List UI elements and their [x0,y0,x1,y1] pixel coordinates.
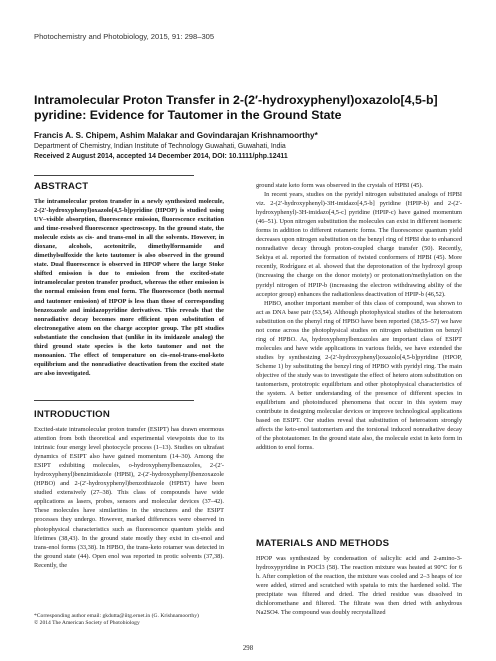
abstract-text: The intramolecular proton transfer in a newly synthesized molecule, 2-(2′-hydroxyphenyl)oxazolo[4,5-b]pyridine (HPOP) is studied using UV–visible absorption, fluorescence emission, fluorescence excitation and time-resolved fluorescence spectroscopy. In the ground state, the molecule exists as cis- and trans-enol in all the solvents. However, in dioxane, alcohols, acetonitrile, dimethylformamide and dimethylsulfoxide the keto tautomer is also observed in the ground state. Dual fluorescence is observed in HPOP where the large Stoke shifted emission is due to emission from the excited-state intramolecular proton transfer product, whereas the other emission is the normal emission from enol form. The fluorescence (both normal and tautomer emission) of HPOP is less than those of corresponding benzoxazole and imidazopyridine derivatives. This reveals that the nonradiative decay becomes more efficient upon substitution of electronegative atom on the charge acceptor group. The pH studies substantiate the conclusion that (unlike in its imidazole analog) the third ground state species is the keto tautomer and not the monoanion. The effect of temperature on cis-enol-trans-enol-keto equilibrium and the nonradiative deactivation from the excited state are also investigated. [34,198,224,377]
methods-heading: MATERIALS AND METHODS [256,538,390,549]
methods-body [256,554,462,617]
page-number: 298 [242,645,254,652]
article-title: Intramolecular Proton Transfer in 2-(2′-hydroxyphenyl)oxazolo[4,5-b] pyridine: Evidence for Tautomer in the Ground State [34,93,438,122]
footnote [34,613,199,628]
corresponding-author: *Corresponding author email: gkdutta@iitg.ernet.in (G. Krishnamoorthy) [34,613,199,619]
abstract-top-rule [34,175,194,176]
paragraph: HPBO, another important member of this class of compound, was shown to act as DNA base pair (53,54). Although photophysical studies of the heteroatom substitution on the phenyl ring of HPBO have been reported (38,55–57) we have not come across the photophysical studies on nitrogen substitution on benzyl ring of HPBO. As, hydroxyphenylbenzazoles are important class of ESIPT molecules and have wide applications in various fields, we have extended the studies by synthesizing 2-(2′-hydroxyphenyl)oxazolo[4,5-b]pyridine (HPOP, Scheme 1) by substituting the benzyl ring of HPBO with pyridyl ring. The main objective of the study was to investigate the effect of hetero atom substitution on tautomerism, prototropic equilibrium and other photophysical characteristics of the system. A better understanding of the presence of different species in equilibrium and photoinduced phenomena that occur in this system may contribute in designing molecular devices or improve technological applications based on ESIPT. Our studies reveal that substitution of heteroatom strongly affects the keto-enol tautomerism and the torsional induced nonradiative decay of the phototautomer. In the ground state also, the molecule exist in keto form in addition to enol forms. [256,299,462,452]
copyright: © 2014 The American Society of Photobiology [34,620,140,627]
paragraph: ground state keto form was observed in the crystals of HPBI (45). [256,182,424,189]
received-line: Received 2 August 2014, accepted 14 December 2014, DOI: 10.1111/php.12411 [34,153,288,160]
paragraph: In recent years, studies on the pyridyl nitrogen substituted analogs of HPBI viz. 2-(2′-hydroxyphenyl)-3H-imidazo[4,5-b] pyridine (HPIP-b) and 2-(2′-hydroxyphenyl)-3H-imidazo[4,5-c] pyridine (HPIP-c) have gained momentum (46–51). Upon nitrogen substitution the molecules can exist in different isomeric forms in addition to different rotameric forms. The fluorescence quantum yield decreases upon nitrogen substitution on the benzyl ring of HPBI due to enhanced nonradiative decay through proton-coupled charge transfer (50). Recently, Sekiya et al. reported the formation of twisted conformers of HPBI (45). More recently, Rodríguez et al. showed that the deprotonation of the hydroxyl group (increasing the charge on the donor moiety) or protonation/methylation on the pyridyl nitrogen of HPIP-b (increasing the electron withdrawing ability of the acceptor group) enhances the radiationless deactivation of HPIP-b (46,52). [256,191,462,298]
affiliation: Department of Chemistry, Indian Institute of Technology Guwahati, Guwahati, India [34,143,286,150]
right-column [256,181,462,452]
author-list: Francis A. S. Chipem, Ashim Malakar and Govindarajan Krishnamoorthy* [34,131,318,140]
abstract-body [34,197,224,378]
abstract-heading: ABSTRACT [34,181,89,192]
methods-text: HPOP was synthesized by condensation of salicylic acid and 2-amino-3-hydroxypyridine in POCl3 (58). The reaction mixture was heated at 90°C for 6 h. After completion of the reaction, the mixture was cooled and 2–3 heaps of ice were added, stirred and scratched with spatula to mix the hardened solid. The precipitate was filtered and dried. The dried residue was dissolved in dichloromethane and filtered. The filtrate was then dried with anhydrous Na2SO4. The compound was doubly recrystallized [256,555,462,617]
introduction-body [34,425,224,570]
introduction-text: Excited-state intramolecular proton transfer (ESIPT) has drawn enormous attention from both theoretical and experimental viewpoints due to its intrinsic four energy level photocycle process (1–13). Studies on ultrafast dynamics of ESIPT also have gained momentum (14–30). Among the ESIPT exhibiting molecules, o-hydroxyphenylbenzazoles, 2-(2′-hydroxyphenyl)benzimidazole (HPBI), 2-(2′-hydroxyphenyl)benzoxazole (HPBO) and 2-(2′-hydroxyphenyl)benzothiazole (HPBT) have been studied extensively (27–38). This class of compounds have wide applications as lasers, probes, sensors and molecular devices (37–42). These molecules have similarities in the structures and the ESIPT processes they undergo. However, marked differences were observed in photophysical characteristics such as fluorescence quantum yields and lifetimes (38,43). In the ground state mostly they exist in cis-enol and trans-enol forms (33,38). In HPBO, the trans-keto rotamer was detected in the ground state (44). Open enol was reported in protic solvents (37,38). Recently, the [34,426,224,569]
introduction-heading: INTRODUCTION [34,409,110,420]
journal-header: Photochemistry and Photobiology, 2015, 91: 298–305 [34,32,215,41]
abstract-bottom-rule [34,400,194,401]
